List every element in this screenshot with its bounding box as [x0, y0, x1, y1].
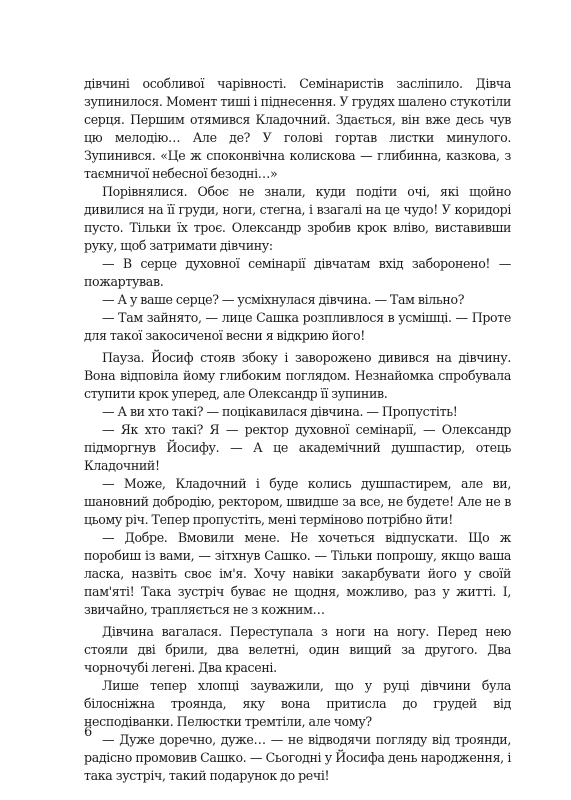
paragraph: — А ви хто такі? — поцікавилася дівчина. — Пропустіть!	[102, 404, 458, 419]
page-number: 6	[84, 725, 93, 740]
body-text	[84, 75, 511, 785]
paragraph: Лише тепер хлопці зауважили, що у руці дівчини була білосніжна троянда, яку вона притисла до грудей від несподіванки. Пелюстки тремтіли, але чому?	[84, 678, 511, 729]
paragraph: Дівчина вагалася. Переступала з ноги на ногу. Перед нею стояли дві брили, два велетні, один вищий за другого. Два чорночубі легені. Два красені.	[84, 624, 511, 675]
paragraph: дівчині особливої чарівності. Семінаристів засліпило. Дівча зупинилося. Момент тиші і піднесення. У грудях шалено стукотіли серця. Першим отямився Кладочний. Здається, він вже десь чув цю мелодію… Але де? У голові гортав листки минулого. Зупинився. «Це ж споконвічна колискова — глибинна, казкова, з таємничої небесної безодні…»	[84, 76, 511, 181]
paragraph: Порівнялися. Обоє не знали, куди подіти очі, які щойно дивилися на її груди, ноги, стегна, і взагалі на це чудо! У коридорі пусто. Тільки їх троє. Олександр зробив крок вліво, виставивши руку, щоб затримати дівчину:	[84, 184, 511, 253]
paragraph: — Дуже доречно, дуже… — не відводячи погляду від троянди, радісно промовив Сашко. — Сьогодні у Йосифа день народження, і така зустріч, такий подарунок до речі!	[84, 732, 511, 783]
paragraph: — Там зайнято, — лице Сашка розпливлося в усмішці. — Проте для такої закосиченої весни я відкрию його!	[84, 310, 511, 343]
paragraph: — Може, Кладочний і буде колись душпастирем, але ви, шановний добродію, ректором, швидше за все, не будете! Але не в цьому річ. Тепер пропустіть, мені терміново потрібно йти!	[84, 476, 511, 527]
paragraph: — Добре. Вмовили мене. Не хочеться відпускати. Що ж поробиш із вами, — зітхнув Сашко. — Тільки попрошу, якщо ваша ласка, назвіть своє ім'я. Хочу навіки закарбувати його у своїй пам'яті! Така зустріч буває не щодня, можливо, раз у житті. І, звичайно, трапляється не з кожним…	[84, 530, 511, 617]
paragraph: — В серце духовної семінарії дівчатам вхід заборонено! — пожартував.	[84, 256, 511, 289]
paragraph: — Як хто такі? Я — ректор духовної семінарії, — Олександр підморгнув Йосифу. — А це академічний душпастир, отець Кладочний!	[84, 422, 511, 473]
paragraph: — А у ваше серце? — усміхнулася дівчина. — Там вільно?	[102, 292, 465, 307]
paragraph: Пауза. Йосиф стояв збоку і заворожено дивився на дівчину. Вона відповіла йому глибоким поглядом. Незнайомка спробувала ступити крок уперед, але Олександр її зупинив.	[84, 350, 511, 401]
